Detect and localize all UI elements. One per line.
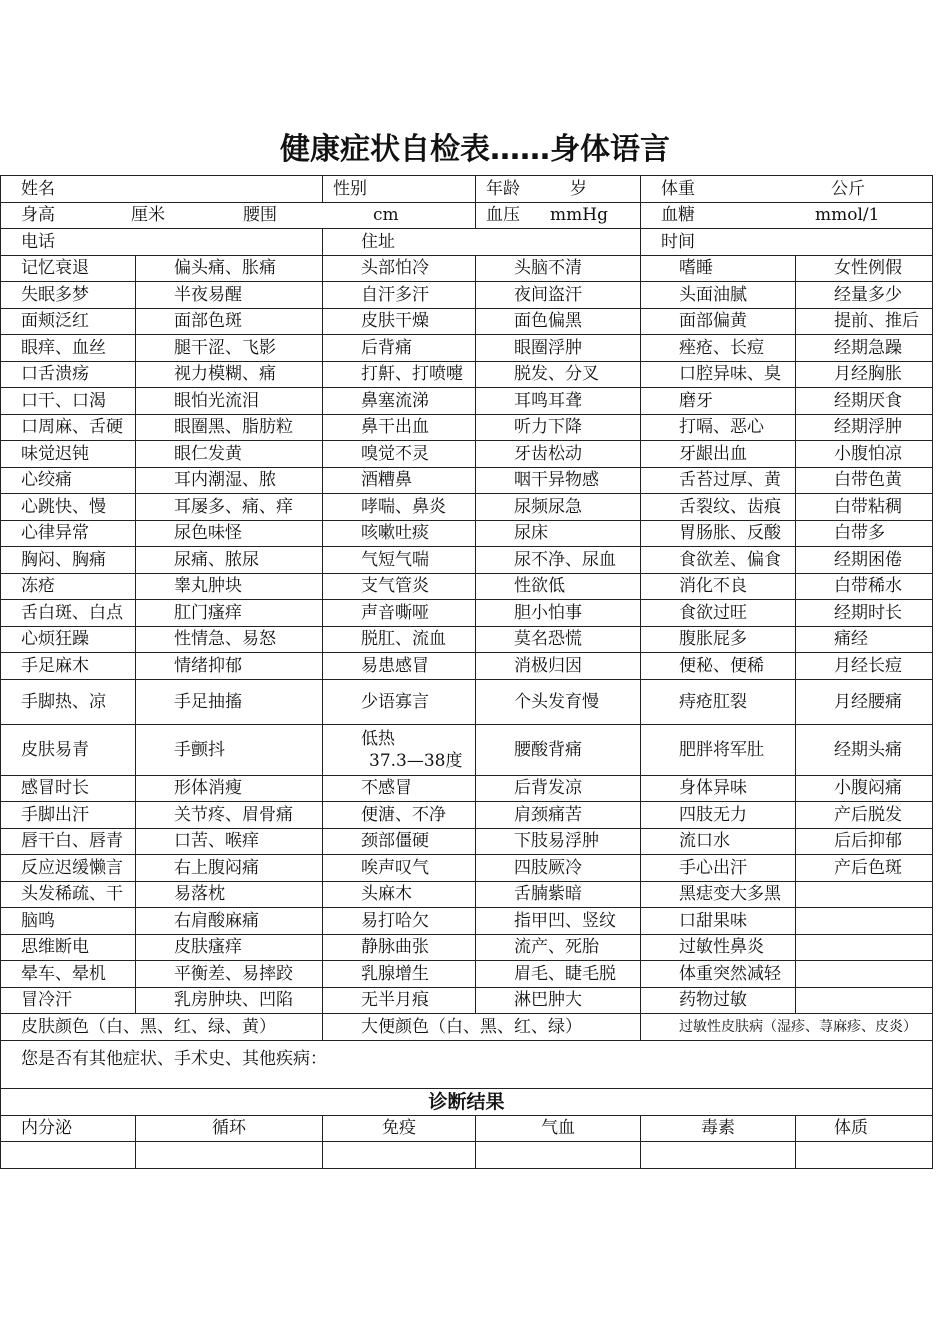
symptom-cell[interactable]: 个头发育慢 xyxy=(476,679,641,724)
symptom-row xyxy=(1,679,933,724)
symptom-cell[interactable]: 冻疮 xyxy=(1,573,136,600)
symptom-cell[interactable]: 鼻干出血 xyxy=(323,414,476,441)
bp-unit: mmHg xyxy=(550,205,608,226)
symptom-cell[interactable]: 下肢易浮肿 xyxy=(476,828,641,855)
waist-unit: cm xyxy=(373,205,399,226)
symptom-row xyxy=(1,255,933,282)
age-unit: 岁 xyxy=(570,178,587,199)
diag-col-toxins: 毒素 xyxy=(641,1115,796,1142)
symptom-cell[interactable]: 少语寡言 xyxy=(323,679,476,724)
symptom-row xyxy=(1,600,933,627)
symptom-row xyxy=(1,361,933,388)
symptom-cell[interactable]: 唉声叹气 xyxy=(323,855,476,882)
skin-color-cell[interactable]: 皮肤颜色（白、黑、红、绿、黄） xyxy=(1,1014,323,1041)
symptom-cell[interactable]: 尿痛、脓尿 xyxy=(136,547,323,574)
symptom-cell[interactable]: 咳嗽吐痰 xyxy=(323,520,476,547)
symptom-table xyxy=(0,175,933,1169)
time-label: 时间 xyxy=(661,231,695,252)
height-waist-field[interactable] xyxy=(1,202,476,229)
stool-color-cell[interactable]: 大便颜色（白、黑、红、绿） xyxy=(323,1014,641,1041)
symptom-cell[interactable]: 头发稀疏、干 xyxy=(1,881,136,908)
symptom-row xyxy=(1,282,933,309)
symptom-cell[interactable]: 性情急、易怒 xyxy=(136,626,323,653)
symptom-cell[interactable]: 流口水 xyxy=(641,828,796,855)
symptom-cell[interactable]: 无半月痕 xyxy=(323,987,476,1014)
symptom-cell[interactable]: 肥胖将军肚 xyxy=(641,724,796,775)
symptom-cell[interactable]: 心跳快、慢 xyxy=(1,494,136,521)
symptom-cell-low-fever[interactable] xyxy=(323,724,476,775)
symptom-cell[interactable]: 经期困倦 xyxy=(796,547,933,574)
waist-label: 腰围 xyxy=(243,205,277,226)
symptom-cell[interactable]: 口舌溃疡 xyxy=(1,361,136,388)
symptom-cell[interactable]: 月经长痘 xyxy=(796,653,933,680)
symptom-cell[interactable]: 皮肤瘙痒 xyxy=(136,934,323,961)
symptom-cell[interactable]: 黑痣变大多黑 xyxy=(641,881,796,908)
symptom-cell[interactable]: 白带色黄 xyxy=(796,467,933,494)
symptom-cell[interactable]: 易落枕 xyxy=(136,881,323,908)
symptom-cell[interactable]: 酒糟鼻 xyxy=(323,467,476,494)
symptom-cell[interactable]: 手脚热、凉 xyxy=(1,679,136,724)
symptom-cell[interactable]: 头脑不清 xyxy=(476,255,641,282)
info-row-2 xyxy=(1,202,933,229)
sugar-unit: mmol/1 xyxy=(815,205,880,226)
symptom-cell[interactable]: 气短气喘 xyxy=(323,547,476,574)
symptom-row xyxy=(1,494,933,521)
height-label: 身高 xyxy=(21,205,55,226)
symptom-cell[interactable]: 头麻木 xyxy=(323,881,476,908)
symptom-cell[interactable]: 流产、死胎 xyxy=(476,934,641,961)
diag-col-immunity: 免疫 xyxy=(323,1115,476,1142)
allergy-skin-cell[interactable]: 过敏性皮肤病（湿疹、荨麻疹、皮炎） xyxy=(641,1014,933,1041)
diag-col-qi-blood: 气血 xyxy=(476,1115,641,1142)
symptom-cell[interactable]: 晕车、晕机 xyxy=(1,961,136,988)
symptom-cell[interactable] xyxy=(796,987,933,1014)
symptom-cell[interactable]: 小腹闷痛 xyxy=(796,775,933,802)
symptom-cell[interactable]: 心绞痛 xyxy=(1,467,136,494)
symptom-cell[interactable]: 嗅觉不灵 xyxy=(323,441,476,468)
bp-label: 血压 xyxy=(486,205,520,226)
symptom-cell[interactable]: 痛经 xyxy=(796,626,933,653)
symptom-cell[interactable]: 经期厌食 xyxy=(796,388,933,415)
bp-field[interactable] xyxy=(476,202,641,229)
symptom-cell[interactable]: 打嗝、恶心 xyxy=(641,414,796,441)
weight-field[interactable] xyxy=(641,176,933,203)
symptom-cell[interactable]: 脱发、分叉 xyxy=(476,361,641,388)
age-label: 年龄 xyxy=(486,178,520,199)
symptom-cell[interactable]: 心烦狂躁 xyxy=(1,626,136,653)
symptom-cell[interactable]: 白带稀水 xyxy=(796,573,933,600)
diag-value-circulation[interactable] xyxy=(136,1142,323,1169)
other-symptoms-question[interactable]: 您是否有其他症状、手术史、其他疾病： xyxy=(1,1040,933,1088)
symptom-row xyxy=(1,908,933,935)
symptom-cell[interactable]: 腿干涩、飞影 xyxy=(136,335,323,362)
color-row xyxy=(1,1014,933,1041)
name-label: 姓名 xyxy=(21,178,55,199)
symptom-cell[interactable]: 月经腰痛 xyxy=(796,679,933,724)
symptom-cell[interactable]: 哮喘、鼻炎 xyxy=(323,494,476,521)
symptom-cell[interactable]: 经期急躁 xyxy=(796,335,933,362)
symptom-row xyxy=(1,961,933,988)
age-field[interactable] xyxy=(476,176,641,203)
address-field[interactable] xyxy=(323,229,641,256)
symptom-group-2 xyxy=(1,775,933,1014)
symptom-cell[interactable]: 关节疼、眉骨痛 xyxy=(136,802,323,829)
symptom-row xyxy=(1,414,933,441)
symptom-cell[interactable]: 四肢无力 xyxy=(641,802,796,829)
symptom-cell[interactable]: 淋巴肿大 xyxy=(476,987,641,1014)
time-field[interactable] xyxy=(641,229,933,256)
symptom-cell[interactable]: 消极归因 xyxy=(476,653,641,680)
symptom-cell[interactable]: 不感冒 xyxy=(323,775,476,802)
symptom-cell[interactable]: 月经胸胀 xyxy=(796,361,933,388)
symptom-cell[interactable]: 痔疮肛裂 xyxy=(641,679,796,724)
phone-label: 电话 xyxy=(21,231,55,252)
symptom-cell[interactable]: 便溏、不净 xyxy=(323,802,476,829)
symptom-cell[interactable]: 后背发凉 xyxy=(476,775,641,802)
symptom-cell[interactable]: 耳内潮湿、脓 xyxy=(136,467,323,494)
symptom-cell[interactable]: 睾丸肿块 xyxy=(136,573,323,600)
symptom-cell[interactable]: 经量多少 xyxy=(796,282,933,309)
symptom-cell[interactable]: 四肢厥冷 xyxy=(476,855,641,882)
symptom-cell[interactable]: 胸闷、胸痛 xyxy=(1,547,136,574)
symptom-cell[interactable]: 眼痒、血丝 xyxy=(1,335,136,362)
symptom-row xyxy=(1,441,933,468)
symptom-cell[interactable]: 痤疮、长痘 xyxy=(641,335,796,362)
symptom-row xyxy=(1,626,933,653)
height-unit: 厘米 xyxy=(131,205,165,226)
symptom-cell[interactable]: 口苦、喉痒 xyxy=(136,828,323,855)
symptom-cell[interactable]: 小腹怕凉 xyxy=(796,441,933,468)
symptom-row xyxy=(1,653,933,680)
diag-value-qi-blood[interactable] xyxy=(476,1142,641,1169)
symptom-cell[interactable]: 尿床 xyxy=(476,520,641,547)
symptom-cell[interactable]: 手脚出汗 xyxy=(1,802,136,829)
symptom-cell[interactable]: 胆小怕事 xyxy=(476,600,641,627)
symptom-cell[interactable]: 眉毛、睫毛脱 xyxy=(476,961,641,988)
symptom-cell[interactable] xyxy=(796,881,933,908)
diag-value-toxins[interactable] xyxy=(641,1142,796,1169)
symptom-cell[interactable]: 口干、口渴 xyxy=(1,388,136,415)
symptom-cell[interactable]: 脱肛、流血 xyxy=(323,626,476,653)
symptom-cell[interactable]: 感冒时长 xyxy=(1,775,136,802)
symptom-cell[interactable]: 后背痛 xyxy=(323,335,476,362)
symptom-cell[interactable]: 心律异常 xyxy=(1,520,136,547)
weight-unit: 公斤 xyxy=(831,178,865,199)
symptom-cell[interactable]: 半夜易醒 xyxy=(136,282,323,309)
symptom-cell[interactable]: 尿不净、尿血 xyxy=(476,547,641,574)
symptom-row xyxy=(1,388,933,415)
symptom-cell[interactable]: 手足麻木 xyxy=(1,653,136,680)
symptom-cell[interactable]: 反应迟缓懒言 xyxy=(1,855,136,882)
page-title: 健康症状自检表……身体语言 xyxy=(280,132,670,167)
symptom-cell[interactable]: 视力模糊、痛 xyxy=(136,361,323,388)
symptom-cell[interactable]: 脑鸣 xyxy=(1,908,136,935)
info-row-3 xyxy=(1,229,933,256)
symptom-cell[interactable]: 口腔异味、臭 xyxy=(641,361,796,388)
symptom-cell[interactable]: 尿频尿急 xyxy=(476,494,641,521)
symptom-cell[interactable]: 食欲过旺 xyxy=(641,600,796,627)
symptom-cell[interactable]: 白带粘稠 xyxy=(796,494,933,521)
symptom-cell[interactable]: 失眠多梦 xyxy=(1,282,136,309)
sugar-label: 血糖 xyxy=(661,205,695,226)
symptom-cell[interactable]: 舌裂纹、齿痕 xyxy=(641,494,796,521)
symptom-cell[interactable]: 性欲低 xyxy=(476,573,641,600)
symptom-cell[interactable]: 产后脱发 xyxy=(796,802,933,829)
symptom-cell[interactable]: 易打哈欠 xyxy=(323,908,476,935)
symptom-cell[interactable]: 过敏性鼻炎 xyxy=(641,934,796,961)
symptom-row xyxy=(1,308,933,335)
symptom-cell[interactable]: 嗜睡 xyxy=(641,255,796,282)
symptom-row xyxy=(1,520,933,547)
symptom-row xyxy=(1,775,933,802)
symptom-cell[interactable]: 后后抑郁 xyxy=(796,828,933,855)
symptom-cell[interactable]: 牙龈出血 xyxy=(641,441,796,468)
diag-value-endocrine[interactable] xyxy=(1,1142,136,1169)
symptom-group-1 xyxy=(1,255,933,679)
symptom-cell[interactable]: 药物过敏 xyxy=(641,987,796,1014)
info-row-1 xyxy=(1,176,933,203)
symptom-row xyxy=(1,802,933,829)
symptom-cell[interactable] xyxy=(796,908,933,935)
symptom-cell[interactable]: 眼怕光流泪 xyxy=(136,388,323,415)
symptom-cell[interactable]: 眼仁发黄 xyxy=(136,441,323,468)
symptom-cell[interactable]: 唇干白、唇青 xyxy=(1,828,136,855)
symptom-cell[interactable]: 情绪抑郁 xyxy=(136,653,323,680)
symptom-cell[interactable]: 耳鸣耳聋 xyxy=(476,388,641,415)
symptom-cell[interactable]: 莫名恐慌 xyxy=(476,626,641,653)
symptom-cell[interactable]: 皮肤易青 xyxy=(1,724,136,775)
symptom-cell[interactable]: 白带多 xyxy=(796,520,933,547)
symptom-cell[interactable]: 舌白斑、白点 xyxy=(1,600,136,627)
diag-value-immunity[interactable] xyxy=(323,1142,476,1169)
name-field[interactable] xyxy=(1,176,323,203)
symptom-cell[interactable]: 易患感冒 xyxy=(323,653,476,680)
symptom-cell[interactable]: 面颊泛红 xyxy=(1,308,136,335)
symptom-cell[interactable]: 支气管炎 xyxy=(323,573,476,600)
question-row xyxy=(1,1040,933,1088)
address-label: 住址 xyxy=(361,231,395,252)
symptom-row xyxy=(1,467,933,494)
symptom-cell[interactable]: 腰酸背痛 xyxy=(476,724,641,775)
symptom-row xyxy=(1,934,933,961)
symptom-cell[interactable]: 舌腩紫暗 xyxy=(476,881,641,908)
gender-field[interactable] xyxy=(323,176,476,203)
symptom-cell[interactable]: 思维断电 xyxy=(1,934,136,961)
symptom-cell[interactable]: 冒冷汗 xyxy=(1,987,136,1014)
symptom-cell[interactable]: 面色偏黑 xyxy=(476,308,641,335)
symptom-cell[interactable]: 眼圈浮肿 xyxy=(476,335,641,362)
symptom-cell[interactable]: 舌苔过厚、黄 xyxy=(641,467,796,494)
symptom-row xyxy=(1,881,933,908)
symptom-cell[interactable]: 胃肠胀、反酸 xyxy=(641,520,796,547)
symptom-cell[interactable]: 自汗多汗 xyxy=(323,282,476,309)
symptom-cell[interactable]: 经期时长 xyxy=(796,600,933,627)
weight-label: 体重 xyxy=(661,178,695,199)
symptom-row xyxy=(1,573,933,600)
symptom-cell[interactable]: 磨牙 xyxy=(641,388,796,415)
diagnosis-title: 诊断结果 xyxy=(1,1088,933,1115)
diag-col-circulation: 循环 xyxy=(136,1115,323,1142)
symptom-cell[interactable]: 乳房肿块、凹陷 xyxy=(136,987,323,1014)
diagnosis-header-row xyxy=(1,1115,933,1142)
symptom-cell[interactable]: 面部色斑 xyxy=(136,308,323,335)
symptom-cell[interactable]: 鼻塞流涕 xyxy=(323,388,476,415)
symptom-cell[interactable] xyxy=(796,934,933,961)
phone-field[interactable] xyxy=(1,229,323,256)
symptom-cell[interactable]: 头部怕冷 xyxy=(323,255,476,282)
symptom-cell[interactable]: 手颤抖 xyxy=(136,724,323,775)
symptom-cell[interactable]: 平衡差、易摔跤 xyxy=(136,961,323,988)
symptom-cell[interactable]: 耳屡多、痛、痒 xyxy=(136,494,323,521)
symptom-cell[interactable]: 味觉迟钝 xyxy=(1,441,136,468)
diagnosis-value-row xyxy=(1,1142,933,1169)
diag-value-constitution[interactable] xyxy=(796,1142,933,1169)
symptom-cell[interactable]: 身体异味 xyxy=(641,775,796,802)
symptom-row xyxy=(1,335,933,362)
symptom-cell[interactable]: 右上腹闷痛 xyxy=(136,855,323,882)
symptom-row xyxy=(1,724,933,775)
low-fever-range: 37.3—38度 xyxy=(369,750,463,771)
symptom-cell[interactable]: 腹胀屁多 xyxy=(641,626,796,653)
symptom-cell[interactable]: 手足抽搐 xyxy=(136,679,323,724)
symptom-cell[interactable]: 面部偏黄 xyxy=(641,308,796,335)
symptom-cell[interactable]: 打鼾、打喷嚏 xyxy=(323,361,476,388)
diag-col-constitution: 体质 xyxy=(796,1115,933,1142)
gender-label: 性别 xyxy=(333,178,367,199)
symptom-cell[interactable]: 记忆衰退 xyxy=(1,255,136,282)
symptom-cell[interactable]: 形体消瘦 xyxy=(136,775,323,802)
symptom-cell[interactable]: 牙齿松动 xyxy=(476,441,641,468)
symptom-row xyxy=(1,547,933,574)
symptom-cell[interactable]: 消化不良 xyxy=(641,573,796,600)
symptom-cell[interactable]: 口周麻、舌硬 xyxy=(1,414,136,441)
symptom-cell[interactable]: 提前、推后 xyxy=(796,308,933,335)
symptom-cell[interactable]: 眼圈黑、脂肪粒 xyxy=(136,414,323,441)
symptom-row xyxy=(1,987,933,1014)
symptom-cell[interactable]: 尿色味怪 xyxy=(136,520,323,547)
symptom-cell[interactable]: 指甲凹、竖纹 xyxy=(476,908,641,935)
symptom-cell[interactable] xyxy=(796,961,933,988)
symptom-cell[interactable]: 体重突然减轻 xyxy=(641,961,796,988)
symptom-cell[interactable]: 经期浮肿 xyxy=(796,414,933,441)
symptom-cell[interactable]: 静脉曲张 xyxy=(323,934,476,961)
symptom-cell[interactable]: 手心出汗 xyxy=(641,855,796,882)
symptom-cell[interactable]: 口甜果味 xyxy=(641,908,796,935)
symptom-cell[interactable]: 夜间盗汗 xyxy=(476,282,641,309)
symptom-cell[interactable]: 听力下降 xyxy=(476,414,641,441)
symptom-cell[interactable]: 偏头痛、胀痛 xyxy=(136,255,323,282)
symptom-cell[interactable]: 肩颈痛苦 xyxy=(476,802,641,829)
diagnosis-title-row xyxy=(1,1088,933,1115)
symptom-cell[interactable]: 皮肤干燥 xyxy=(323,308,476,335)
diag-col-endocrine: 内分泌 xyxy=(1,1115,136,1142)
symptom-cell[interactable]: 便秘、便稀 xyxy=(641,653,796,680)
symptom-cell[interactable]: 肛门瘙痒 xyxy=(136,600,323,627)
symptom-cell[interactable]: 女性例假 xyxy=(796,255,933,282)
symptom-cell[interactable]: 经期头痛 xyxy=(796,724,933,775)
symptom-cell[interactable]: 右肩酸麻痛 xyxy=(136,908,323,935)
sugar-field[interactable] xyxy=(641,202,933,229)
symptom-cell[interactable]: 咽干异物感 xyxy=(476,467,641,494)
symptom-cell[interactable]: 声音嘶哑 xyxy=(323,600,476,627)
low-fever-label: 低热 xyxy=(361,728,395,749)
symptom-cell[interactable]: 乳腺增生 xyxy=(323,961,476,988)
symptom-cell[interactable]: 颈部僵硬 xyxy=(323,828,476,855)
symptom-row xyxy=(1,855,933,882)
symptom-cell[interactable]: 产后色斑 xyxy=(796,855,933,882)
symptom-row xyxy=(1,828,933,855)
symptom-cell[interactable]: 食欲差、偏食 xyxy=(641,547,796,574)
symptom-cell[interactable]: 头面油腻 xyxy=(641,282,796,309)
